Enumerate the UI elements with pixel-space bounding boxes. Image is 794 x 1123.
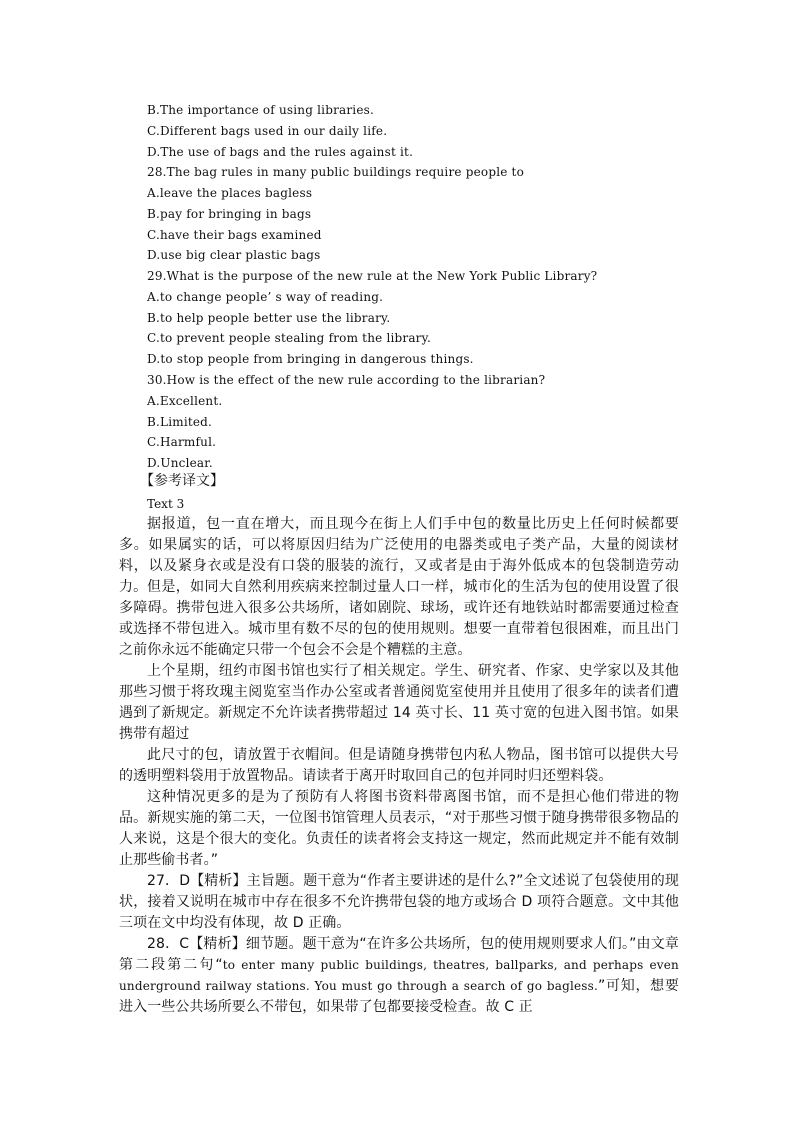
text-label: Text 3 — [147, 497, 185, 511]
translation-heading: 【参考译文】 — [140, 473, 224, 489]
option-29d: D.to stop people from bringing in dangerous things. — [147, 352, 474, 366]
paragraph-1: 据报道，包一直在增大，而且现今在街上人们手中包的数量比历史上任何时候都要多。如果属实的话，可以将原因归结为广泛使用的电器类或电子类产品，大量的阅读材料，以及紧身衣或是没有口袋的服装的流行，又或者是由于海外低成本的包袋制造劳动力。 — [119, 516, 679, 595]
question-28: 28.The bag rules in many public buildings require people to — [147, 165, 524, 179]
option-30d: D.Unclear. — [147, 456, 213, 470]
question-29: 29.What is the purpose of the new rule at the New York Public Library? — [147, 269, 598, 283]
option-30a: A.Excellent. — [147, 394, 223, 408]
option-28c: C.have their bags examined — [147, 228, 322, 242]
option-27d: D.The use of bags and the rules against it. — [147, 145, 414, 159]
paragraph-2: 但是，如同大自然利用疾病来控制过量人口一样，城市化的生活为包的使用设置了很多障碍。携带包进入很多公共场所，诸如剧院、球场，或许还有地铁站时都需要通过检查或选择不带包进入。城市里有数不尽的包的使用规则。想要一直带着包很困难，而且出门之前你永远不能确定只带一个包会不会是个糟糕的主意。 — [119, 579, 679, 658]
option-30c: C.Harmful. — [147, 435, 217, 449]
paragraph-7 — [119, 934, 679, 1018]
option-28a: A.leave the places bagless — [147, 186, 313, 200]
paragraph-7-quote: to enter many public buildings, theatres, ballparks, and perhaps even underground railway stations. You must go through a search of go bagless. — [119, 958, 679, 993]
option-30b: B.Limited. — [147, 415, 213, 429]
option-27c: C.Different bags used in our daily life. — [147, 124, 388, 138]
paragraph-7-outro: ”可知，想要进入一些公共场所要么不带包，如果带了包都要接受检查。故 C 正 — [119, 978, 680, 1015]
option-27b: B.The importance of using libraries. — [147, 103, 375, 117]
paragraph-3: 上个星期，纽约市图书馆也实行了相关规定。学生、研究者、作家、史学家以及其他那些习惯于将玫瑰主阅览室当作办公室或者普通阅览室使用并且使用了很多年的读者们遭遇到了新规定。新规定不允许读者携带超过 14 英寸长、11 英寸宽的包进入图书馆。如果携带有超过 — [119, 663, 679, 742]
option-29b: B.to help people better use the library. — [147, 311, 391, 325]
question-30: 30.How is the effect of the new rule according to the librarian? — [147, 373, 546, 387]
paragraph-7-intro: 28．C【精析】细节题。题干意为“在许多公共场所，包的使用规则要求人们。”由文章第二段第二句“ — [119, 936, 679, 973]
paragraph-4: 此尺寸的包，请放置于衣帽间。但是请随身携带包内私人物品，图书馆可以提供大号的透明塑料袋用于放置物品。请读者于离开时取回自己的包并同时归还塑料袋。 — [119, 747, 679, 784]
paragraph-5: 这种情况更多的是为了预防有人将图书资料带离图书馆，而不是担心他们带进的物品。新规实施的第二天，一位图书馆管理人员表示，“对于那些习惯于随身携带很多物品的人来说，这是个很大的变化。负责任的读者将会支持这一规定，然而此规定并不能有效制止那些偷书者。” — [119, 789, 679, 868]
option-29c: C.to prevent people stealing from the library. — [147, 331, 432, 345]
option-28b: B.pay for bringing in bags — [147, 207, 312, 221]
option-29a: A.to change people’ s way of reading. — [147, 290, 384, 304]
paragraph-6: 27．D【精析】主旨题。题干意为“作者主要讲述的是什么?”全文述说了包袋使用的现状，接着又说明在城市中存在很多不允许携带包袋的地方或场合 D 项符合题意。文中其他三项在文中均没有体现，故 D 正确。 — [119, 873, 679, 931]
option-28d: D.use big clear plastic bags — [147, 248, 321, 262]
